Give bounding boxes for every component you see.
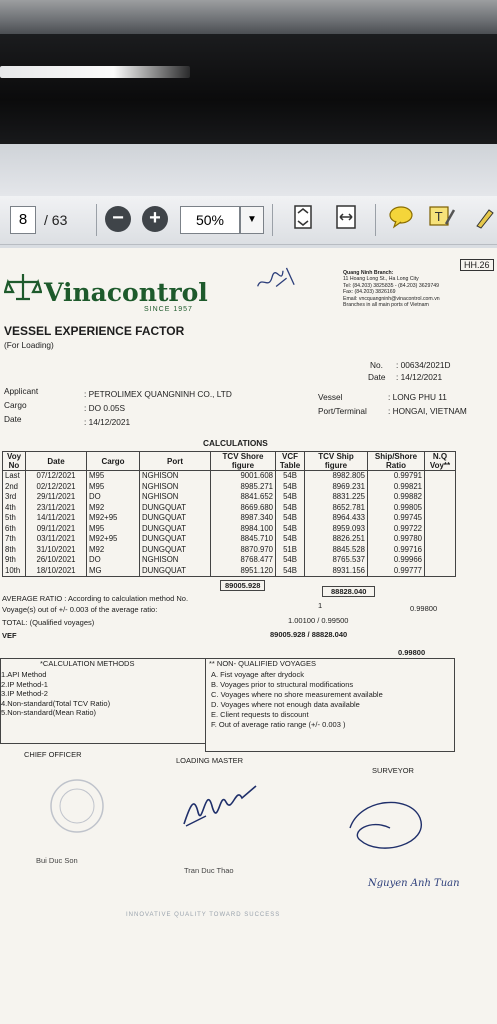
- table-cell-tcv-shore: 8845.710: [211, 534, 276, 545]
- vessel-value: : LONG PHU 11: [388, 392, 447, 402]
- table-cell-cargo: M95: [87, 471, 140, 482]
- average-ratio-label: AVERAGE RATIO : According to calculation method No.: [2, 594, 189, 603]
- date-label: Date: [4, 414, 22, 424]
- table-cell-ratio: 0.99821: [368, 482, 425, 493]
- table-cell-nq: [425, 545, 456, 556]
- table-header-row: [3, 452, 456, 471]
- table-cell-ratio: 0.99805: [368, 503, 425, 514]
- table-row: [3, 555, 456, 566]
- table-cell-tcv-ship: 8931.156: [305, 566, 368, 577]
- table-cell-vcf: 54B: [276, 566, 305, 577]
- vinacontrol-logo-icon: [4, 272, 42, 307]
- table-cell-vcf: 54B: [276, 524, 305, 535]
- toolbar-divider: [96, 204, 97, 236]
- toolbar-divider: [272, 204, 273, 236]
- col-tcv-shore: TCV Shore figure: [211, 452, 276, 471]
- table-cell-tcv-ship: 8765.537: [305, 555, 368, 566]
- applicant-value: : PETROLIMEX QUANGNINH CO., LTD: [84, 389, 232, 399]
- fit-width-icon[interactable]: [333, 204, 359, 234]
- table-cell-port: DUNGQUAT: [140, 534, 211, 545]
- cargo-value: : DO 0.05S: [84, 403, 126, 413]
- col-ratio: Ship/Shore Ratio: [368, 452, 425, 471]
- table-cell-nq: [425, 555, 456, 566]
- zoom-out-button[interactable]: −: [105, 206, 131, 232]
- chief-officer-stamp-icon: [42, 776, 112, 841]
- voyage-out-value: 1.00100 / 0.99500: [288, 616, 349, 625]
- non-qualified-list: [211, 670, 383, 730]
- loading-master-name: Tran Duc Thao: [184, 866, 234, 875]
- since-label: SINCE 1957: [144, 306, 193, 313]
- table-cell-tcv-shore: 8669.680: [211, 503, 276, 514]
- table-cell-tcv-shore: 8841.652: [211, 492, 276, 503]
- table-cell-tcv-ship: 8826.251: [305, 534, 368, 545]
- col-voy: Voy No: [3, 452, 26, 471]
- table-cell-tcv-ship: 8652.781: [305, 503, 368, 514]
- table-cell-voy: 10th: [3, 566, 26, 577]
- table-cell-nq: [425, 534, 456, 545]
- calculations-table: [2, 451, 456, 577]
- table-row: [3, 566, 456, 577]
- branch-info: Quang Ninh Branch: 11 Hoang Long St., Ha Long City Tel: (84.203) 3825835 - (84.203) 3629749 Fax: (84.203) 3826169 Email: vncquangninh@vinacontrol.com.vn Branches in all main ports of Vietnam: [343, 270, 440, 309]
- table-row: [3, 524, 456, 535]
- table-cell-cargo: M92: [87, 503, 140, 514]
- table-cell-vcf: 54B: [276, 555, 305, 566]
- loading-master-signature-icon: [176, 776, 266, 837]
- average-ratio-value: 0.99800: [410, 604, 438, 613]
- table-cell-ratio: 0.99966: [368, 555, 425, 566]
- table-cell-tcv-ship: 8964.433: [305, 513, 368, 524]
- table-cell-ratio: 0.99882: [368, 492, 425, 503]
- table-cell-port: NGHISON: [140, 555, 211, 566]
- table-cell-cargo: M95: [87, 482, 140, 493]
- page-total-label: / 63: [44, 212, 68, 228]
- zoom-in-button[interactable]: +: [142, 206, 168, 232]
- average-method-no: 1: [318, 601, 323, 610]
- table-cell-voy: 5th: [3, 513, 26, 524]
- voyage-out-label: Voyage(s) out of +/- 0.003 of the average ratio:: [2, 605, 158, 614]
- chief-officer-label: CHIEF OFFICER: [24, 750, 82, 759]
- col-port: Port: [140, 452, 211, 471]
- table-cell-voy: Last: [3, 471, 26, 482]
- table-row: [3, 471, 456, 482]
- method-item: 1.API Method: [1, 670, 47, 679]
- table-cell-cargo: M92: [87, 545, 140, 556]
- background-wall: [0, 0, 497, 34]
- comment-icon[interactable]: [388, 204, 414, 234]
- table-cell-cargo: M92+95: [87, 534, 140, 545]
- table-cell-nq: [425, 503, 456, 514]
- svg-text:T: T: [435, 210, 443, 224]
- table-cell-tcv-shore: 8951.120: [211, 566, 276, 577]
- form-code: HH.26: [460, 259, 494, 271]
- table-cell-date: 03/11/2021: [26, 534, 87, 545]
- methods-list: [1, 670, 110, 718]
- typewriter-icon[interactable]: [428, 204, 454, 234]
- table-cell-vcf: 51B: [276, 545, 305, 556]
- table-cell-port: NGHISON: [140, 471, 211, 482]
- toolbar-divider: [375, 204, 376, 236]
- col-nq: N.Q Voy**: [425, 452, 456, 471]
- table-cell-vcf: 54B: [276, 503, 305, 514]
- table-cell-cargo: M95: [87, 524, 140, 535]
- surveyor-name: Nguyen Anh Tuan: [368, 878, 460, 889]
- loading-master-label: LOADING MASTER: [176, 756, 244, 765]
- highlight-icon[interactable]: [472, 204, 497, 234]
- doc-date-label: Date: [368, 372, 386, 382]
- table-cell-tcv-ship: 8982.805: [305, 471, 368, 482]
- table-cell-cargo: DO: [87, 492, 140, 503]
- table-cell-date: 09/11/2021: [26, 524, 87, 535]
- table-cell-tcv-ship: 8959.093: [305, 524, 368, 535]
- table-row: [3, 503, 456, 514]
- doc-no-label: No.: [370, 360, 383, 370]
- table-cell-vcf: 54B: [276, 534, 305, 545]
- total-shore-figure: 89005.928: [220, 580, 265, 591]
- col-date: Date: [26, 452, 87, 471]
- table-cell-date: 14/11/2021: [26, 513, 87, 524]
- non-qualified-item: D. Voyages where not enough data available: [211, 700, 360, 709]
- table-cell-date: 02/12/2021: [26, 482, 87, 493]
- table-cell-port: DUNGQUAT: [140, 566, 211, 577]
- table-cell-voy: 6th: [3, 524, 26, 535]
- non-qualified-item: E. Client requests to discount: [211, 710, 309, 719]
- table-cell-ratio: 0.99791: [368, 471, 425, 482]
- monitor-bezel: [0, 34, 497, 144]
- document-page: [0, 248, 497, 1024]
- methods-title: *CALCULATION METHODS: [40, 659, 135, 668]
- zoom-level-field[interactable]: 50%: [180, 206, 240, 234]
- table-cell-tcv-shore: 8985.271: [211, 482, 276, 493]
- table-cell-ratio: 0.99722: [368, 524, 425, 535]
- table-cell-port: NGHISON: [140, 482, 211, 493]
- chief-officer-name: Bui Duc Son: [36, 856, 78, 865]
- table-cell-vcf: 54B: [276, 513, 305, 524]
- table-cell-cargo: M92+95: [87, 513, 140, 524]
- page-number-input[interactable]: 8: [10, 206, 36, 234]
- pdf-viewer-window: [0, 144, 497, 1024]
- table-cell-tcv-ship: 8845.528: [305, 545, 368, 556]
- table-cell-nq: [425, 566, 456, 577]
- col-tcv-ship: TCV Ship figure: [305, 452, 368, 471]
- table-cell-voy: 7th: [3, 534, 26, 545]
- document-title: VESSEL EXPERIENCE FACTOR: [4, 324, 185, 338]
- total-label: TOTAL: (Qualified voyages): [2, 618, 95, 627]
- table-cell-tcv-shore: 8870.970: [211, 545, 276, 556]
- table-cell-tcv-shore: 8987.340: [211, 513, 276, 524]
- vessel-label: Vessel: [318, 392, 343, 402]
- table-cell-nq: [425, 492, 456, 503]
- footer-slogan: INNOVATIVE QUALITY TOWARD SUCCESS: [126, 912, 281, 918]
- table-cell-ratio: 0.99745: [368, 513, 425, 524]
- table-cell-voy: 2nd: [3, 482, 26, 493]
- non-qualified-item: B. Voyages prior to structural modifications: [211, 680, 354, 689]
- table-cell-port: DUNGQUAT: [140, 524, 211, 535]
- doc-no-value: : 00634/2021D: [396, 360, 451, 370]
- table-cell-port: DUNGQUAT: [140, 545, 211, 556]
- table-cell-tcv-ship: 8969.231: [305, 482, 368, 493]
- method-item: 5.Non-standard(Mean Ratio): [1, 708, 97, 718]
- table-cell-voy: 4th: [3, 503, 26, 514]
- cargo-label: Cargo: [4, 400, 27, 410]
- total-ship-figure: 88828.040: [322, 586, 375, 597]
- calculations-title: CALCULATIONS: [203, 438, 268, 448]
- surveyor-label: SURVEYOR: [372, 766, 414, 775]
- table-cell-ratio: 0.99777: [368, 566, 425, 577]
- light-reflection: [0, 66, 190, 78]
- table-row: [3, 545, 456, 556]
- table-cell-voy: 3rd: [3, 492, 26, 503]
- non-qualified-item: A. Fist voyage after drydock: [211, 670, 304, 679]
- table-cell-date: 31/10/2021: [26, 545, 87, 556]
- table-cell-cargo: DO: [87, 555, 140, 566]
- date-value: : 14/12/2021: [84, 417, 131, 427]
- zoom-dropdown-button[interactable]: ▼: [240, 206, 264, 234]
- table-cell-tcv-shore: 8984.100: [211, 524, 276, 535]
- port-terminal-value: : HONGAI, VIETNAM: [388, 406, 467, 416]
- table-cell-port: NGHISON: [140, 492, 211, 503]
- table-row: [3, 492, 456, 503]
- table-cell-port: DUNGQUAT: [140, 513, 211, 524]
- table-cell-ratio: 0.99780: [368, 534, 425, 545]
- table-cell-date: 26/10/2021: [26, 555, 87, 566]
- doc-date-value: : 14/12/2021: [396, 372, 443, 382]
- col-cargo: Cargo: [87, 452, 140, 471]
- vef-value: 0.99800: [398, 648, 426, 657]
- surveyor-signature-icon: [340, 788, 440, 871]
- viewer-title-area: [0, 144, 497, 196]
- table-cell-vcf: 54B: [276, 471, 305, 482]
- fit-page-icon[interactable]: [290, 204, 316, 234]
- vef-label: VEF: [2, 631, 17, 640]
- non-qualified-title: ** NON- QUALIFIED VOYAGES: [209, 659, 316, 668]
- table-cell-nq: [425, 471, 456, 482]
- table-row: [3, 482, 456, 493]
- table-cell-date: 18/10/2021: [26, 566, 87, 577]
- method-item: 4.Non-standard(Total TCV Ratio): [1, 698, 111, 708]
- port-terminal-label: Port/Terminal: [318, 406, 367, 416]
- table-cell-vcf: 54B: [276, 482, 305, 493]
- table-cell-ratio: 0.99716: [368, 545, 425, 556]
- table-cell-nq: [425, 482, 456, 493]
- brand-name: Vinacontrol: [44, 278, 208, 307]
- table-cell-nq: [425, 513, 456, 524]
- table-cell-tcv-shore: 9001.608: [211, 471, 276, 482]
- table-cell-vcf: 54B: [276, 492, 305, 503]
- total-value: 89005.928 / 88828.040: [270, 630, 348, 639]
- table-cell-cargo: MG: [87, 566, 140, 577]
- table-row: [3, 513, 456, 524]
- table-cell-date: 07/12/2021: [26, 471, 87, 482]
- document-subtitle: (For Loading): [4, 340, 54, 350]
- applicant-label: Applicant: [4, 386, 39, 396]
- table-row: [3, 534, 456, 545]
- table-cell-voy: 9th: [3, 555, 26, 566]
- initials-signature-icon: [252, 262, 303, 301]
- non-qualified-item: C. Voyages where no shore measurement available: [211, 690, 383, 699]
- table-cell-tcv-shore: 8768.477: [211, 555, 276, 566]
- method-item: 2.IP Method-1: [1, 679, 48, 689]
- method-item: 3.IP Method-2: [1, 689, 48, 699]
- col-vcf: VCF Table: [276, 452, 305, 471]
- table-cell-voy: 8th: [3, 545, 26, 556]
- non-qualified-item: F. Out of average ratio range (+/- 0.003 ): [211, 720, 346, 729]
- table-cell-date: 23/11/2021: [26, 503, 87, 514]
- table-cell-tcv-ship: 8831.225: [305, 492, 368, 503]
- table-cell-date: 29/11/2021: [26, 492, 87, 503]
- table-cell-port: DUNGQUAT: [140, 503, 211, 514]
- table-cell-nq: [425, 524, 456, 535]
